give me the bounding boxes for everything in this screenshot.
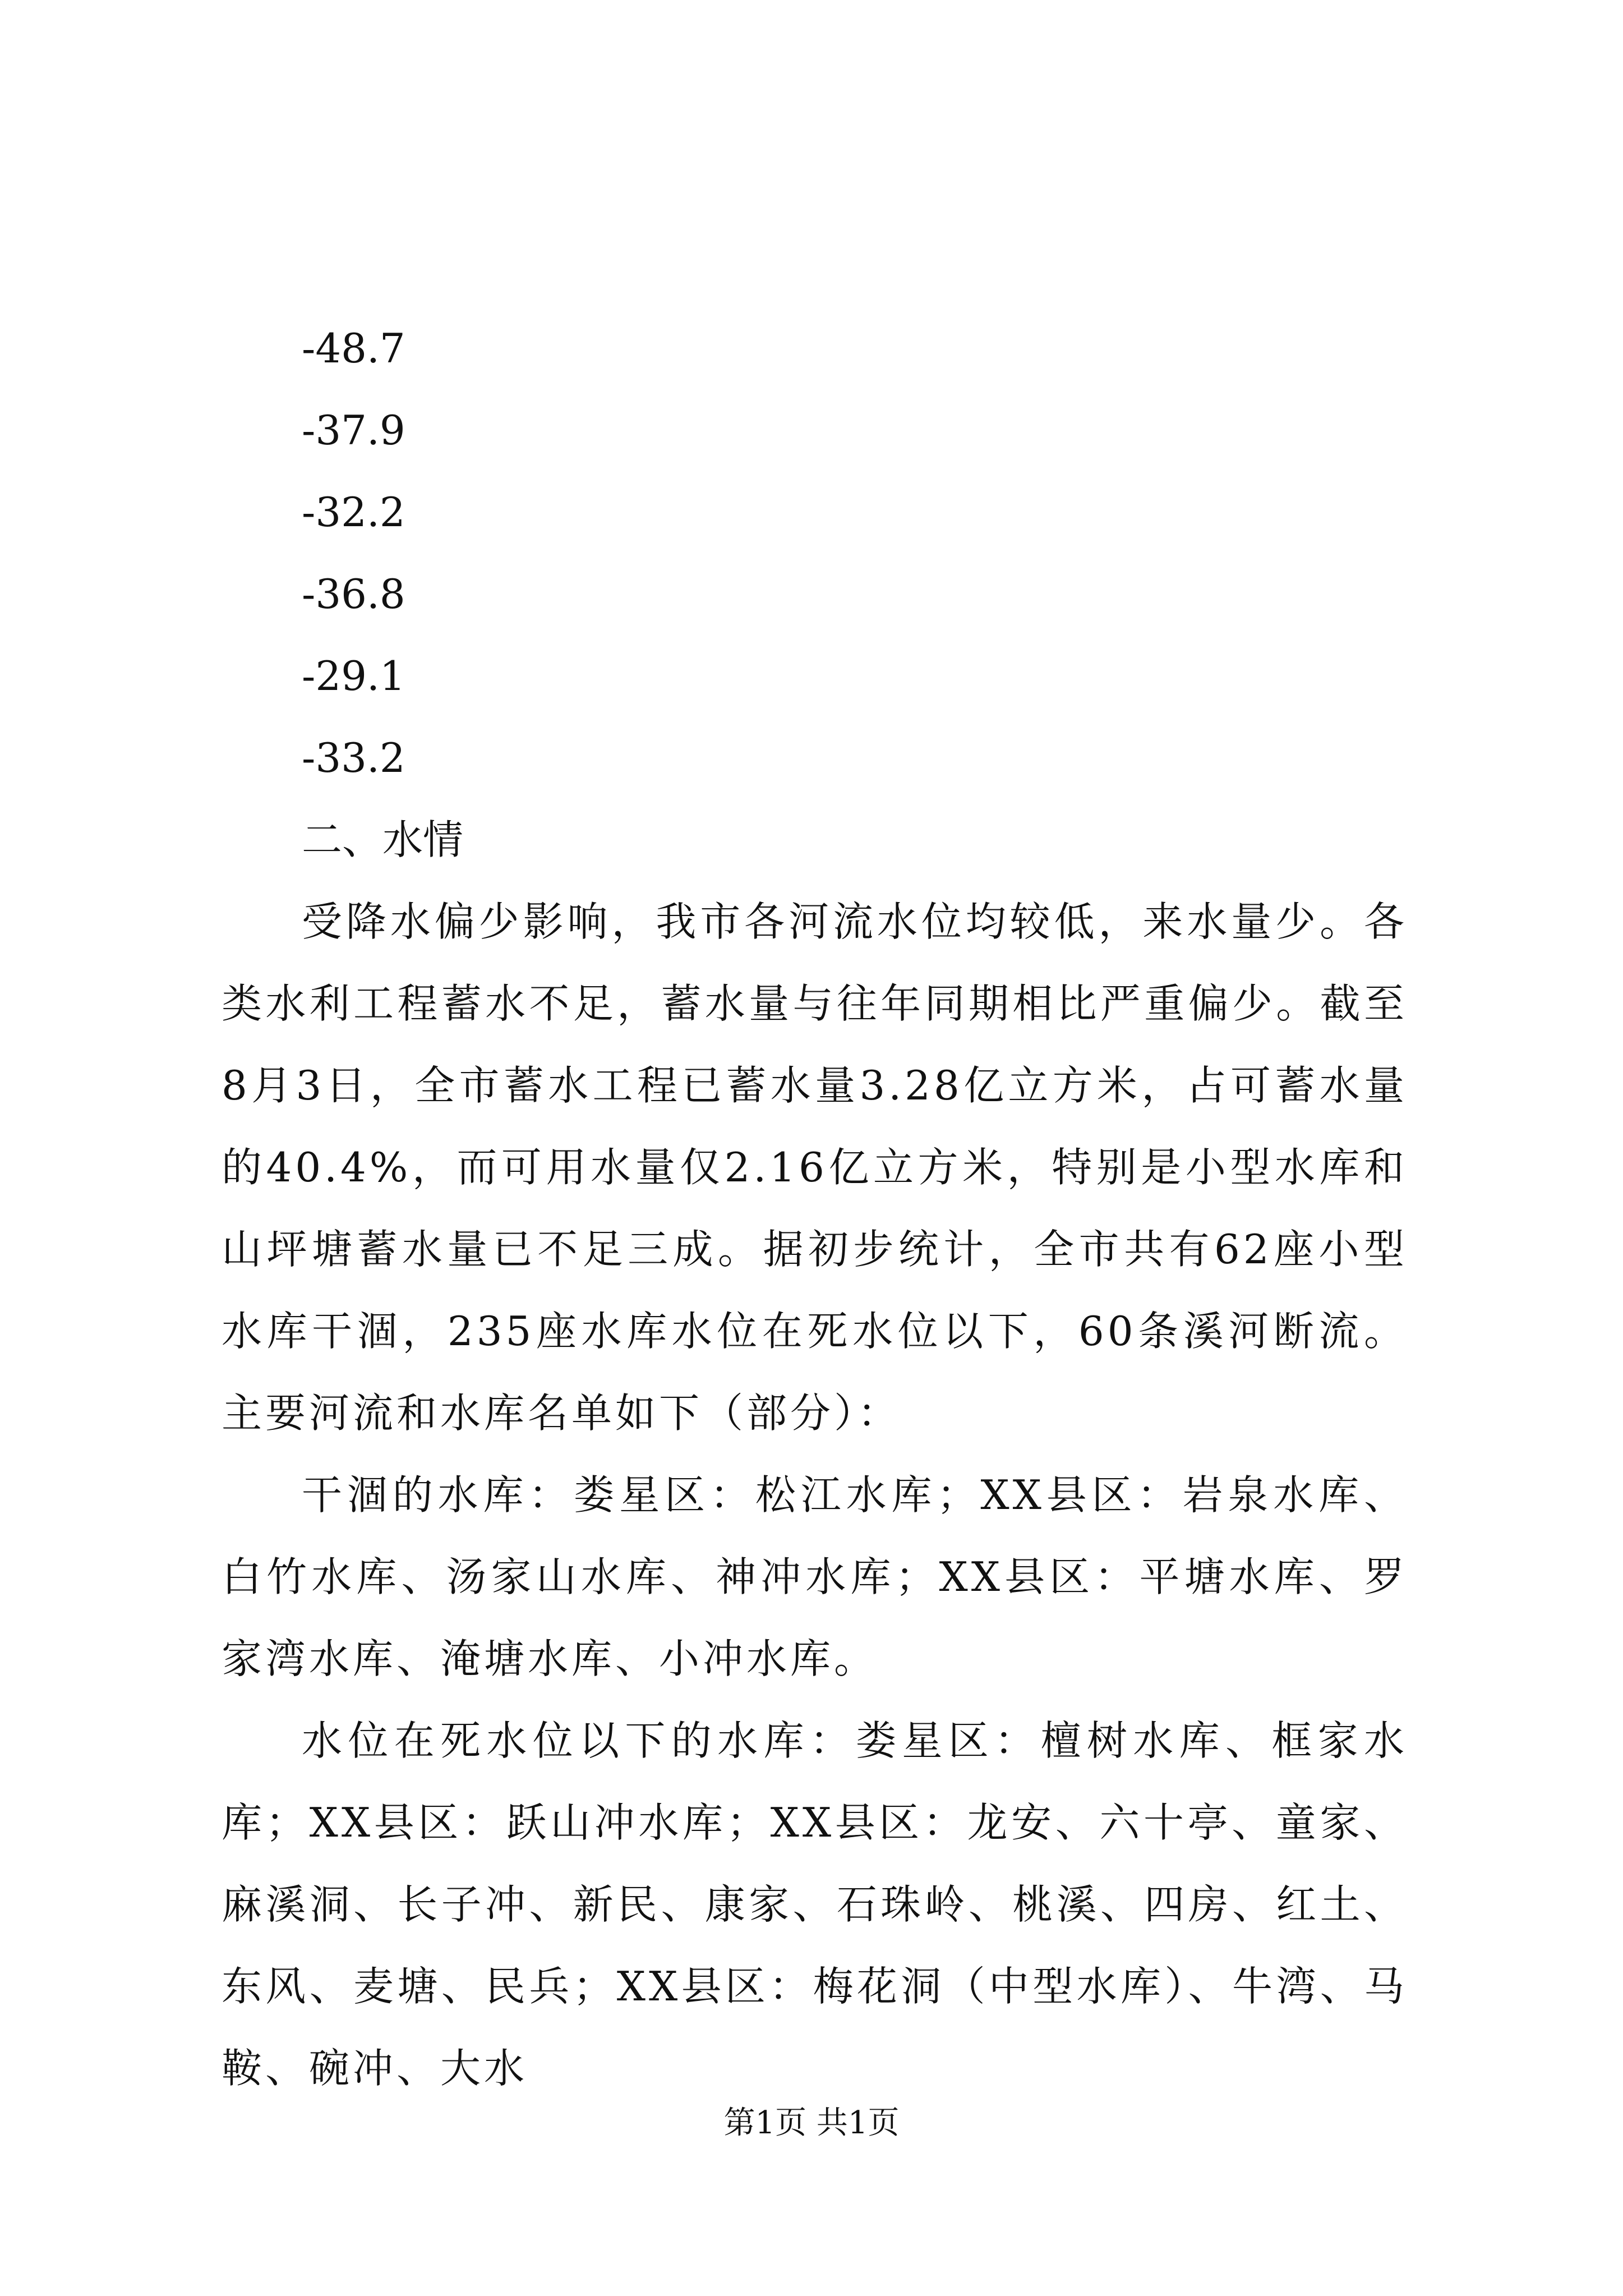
- number-item: -36.8: [302, 570, 405, 618]
- body-paragraphs: [222, 881, 1408, 2109]
- number-item: -37.9: [302, 407, 405, 454]
- number-item: -29.1: [302, 652, 405, 700]
- page-footer: 第1页 共1页: [723, 2105, 900, 2141]
- number-item: -48.7: [302, 325, 405, 372]
- section-heading: 二、水情: [302, 816, 464, 863]
- number-item: -33.2: [302, 734, 405, 781]
- paragraph-dried-reservoirs: 干涸的水库：娄星区：松江水库；XX县区：岩泉水库、白竹水库、汤家山水库、神冲水库；XX县区：平塘水库、罗家湾水库、淹塘水库、小冲水库。: [222, 1471, 1408, 1682]
- paragraph-below-dead-level: 水位在死水位以下的水库：娄星区：檀树水库、框家水库；XX县区：跃山冲水库；XX县区：龙安、六十亭、童家、麻溪洞、长子冲、新民、康家、石珠岭、桃溪、四房、红土、东风、麦塘、民兵；XX县区：梅花洞（中型水库）、牛湾、马鞍、碗冲、大水: [222, 1717, 1408, 2092]
- paragraph-water-situation: 受降水偏少影响，我市各河流水位均较低，来水量少。各类水利工程蓄水不足，蓄水量与往年同期相比严重偏少。截至8月3日，全市蓄水工程已蓄水量3.28亿立方米，占可蓄水量的40.4%，而可用水量仅2.16亿立方米，特别是小型水库和山坪塘蓄水量已不足三成。据初步统计，全市共有62座小型水库干涸，235座水库水位在死水位以下，60条溪河断流。主要河流和水库名单如下（部分）：: [222, 898, 1408, 1437]
- number-item: -32.2: [302, 489, 405, 536]
- number-list: [302, 307, 405, 799]
